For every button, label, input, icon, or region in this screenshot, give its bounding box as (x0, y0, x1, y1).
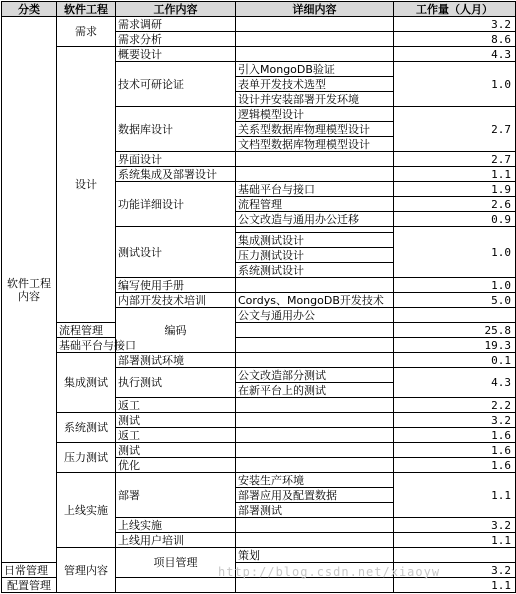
detail-cell (236, 398, 394, 413)
effort-cell: 2.6 (394, 197, 516, 212)
detail-cell (236, 413, 394, 428)
effort-cell: 2.7 (394, 107, 516, 152)
detail-cell (236, 458, 394, 473)
effort-cell: 1.1 (394, 167, 516, 182)
detail-cell (394, 548, 516, 563)
work-item-cell: 基础平台与接口 (57, 338, 116, 353)
detail-cell: 在新平台上的测试 (236, 383, 394, 398)
effort-cell: 5.0 (394, 293, 516, 308)
detail-cell: 文档型数据库物理模型设计 (236, 137, 394, 152)
detail-cell: 部署测试 (236, 503, 394, 518)
table-row (2, 353, 516, 368)
work-item-cell: 需求分析 (116, 32, 236, 47)
effort-cell: 2.2 (394, 398, 516, 413)
effort-cell: 1.9 (394, 182, 516, 197)
detail-cell: 引入MongoDB验证 (236, 62, 394, 77)
table-row (2, 413, 516, 428)
work-item-cell: 部署 (116, 473, 236, 518)
table-row (2, 473, 516, 488)
work-item-cell: 需求调研 (116, 17, 236, 32)
effort-cell: 0.1 (394, 353, 516, 368)
effort-cell: 3.2 (394, 413, 516, 428)
work-item-cell: 上线用户培训 (116, 533, 236, 548)
detail-cell (236, 323, 394, 338)
work-item-cell: 策划 (236, 548, 394, 563)
effort-cell: 1.0 (394, 278, 516, 293)
effort-cell: 1.6 (394, 443, 516, 458)
category-cell: 管理内容 (57, 548, 116, 593)
detail-cell: 公文改造与通用办公迁移 (236, 212, 394, 227)
phase-cell: 需求 (57, 17, 116, 47)
work-item-cell: 数据库设计 (116, 107, 236, 152)
watermark: http://blog.csdn.net/xiaoyw (218, 565, 441, 579)
effort-cell: 1.0 (394, 62, 516, 107)
work-item-cell: 内部开发技术培训 (116, 293, 236, 308)
phase-cell: 配置管理 (2, 578, 57, 593)
detail-cell: 公文改造部分测试 (236, 368, 394, 383)
work-item-cell: 功能详细设计 (116, 182, 236, 227)
effort-cell: 4.3 (394, 368, 516, 398)
detail-cell: 基础平台与接口 (236, 182, 394, 197)
header-category: 分类 (2, 2, 57, 17)
header-work-item: 工作内容 (116, 2, 236, 17)
detail-cell (236, 443, 394, 458)
effort-cell: 1.0 (394, 227, 516, 278)
effort-cell: 1.6 (394, 458, 516, 473)
work-item-cell: 返工 (116, 398, 236, 413)
work-item-cell: 流程管理 (57, 323, 116, 338)
detail-cell (236, 563, 394, 578)
effort-cell: 4.3 (394, 47, 516, 62)
table-row (2, 443, 516, 458)
header-row (2, 2, 516, 17)
work-item-cell: 技术可研论证 (116, 62, 236, 107)
work-item-cell: 优化 (116, 458, 236, 473)
work-item-cell: 界面设计 (116, 152, 236, 167)
table-row (2, 548, 516, 563)
detail-cell: 集成测试设计 (236, 233, 394, 248)
header-effort: 工作量（人月） (394, 2, 516, 17)
detail-cell (236, 47, 394, 62)
effort-cell: 8.6 (394, 32, 516, 47)
detail-cell: 部署应用及配置数据 (236, 488, 394, 503)
work-item-cell: 测试 (116, 413, 236, 428)
effort-cell: 3.2 (394, 17, 516, 32)
work-item-cell: 编写使用手册 (116, 278, 236, 293)
detail-cell: 关系型数据库物理模型设计 (236, 122, 394, 137)
effort-cell: 3.2 (394, 563, 516, 578)
phase-cell: 集成测试 (57, 353, 116, 413)
effort-cell: 1.1 (394, 473, 516, 518)
work-item-cell: 上线实施 (116, 518, 236, 533)
effort-cell: 1.6 (394, 428, 516, 443)
phase-cell: 项目管理 (116, 548, 236, 578)
detail-cell: Cordys、MongoDB开发技术 (236, 293, 394, 308)
workload-table (1, 1, 516, 593)
work-item-cell: 系统集成及部署设计 (116, 167, 236, 182)
detail-cell (236, 338, 394, 353)
work-item-cell: 测试 (116, 443, 236, 458)
effort-cell: 19.3 (394, 338, 516, 353)
effort-cell: 25.8 (394, 323, 516, 338)
detail-cell (236, 518, 394, 533)
detail-cell (236, 32, 394, 47)
table-row (2, 338, 516, 353)
detail-cell: 逻辑模型设计 (236, 107, 394, 122)
detail-cell (394, 308, 516, 323)
phase-cell: 设计 (57, 47, 116, 323)
work-item-cell: 日常管理 (2, 563, 57, 578)
table-row (2, 47, 516, 62)
phase-cell: 编码 (116, 308, 236, 353)
work-item-cell: 执行测试 (116, 368, 236, 398)
work-item-cell: 返工 (116, 428, 236, 443)
work-item-cell: 公文与通用办公 (236, 308, 394, 323)
effort-cell: 3.2 (394, 518, 516, 533)
work-item-cell: 测试设计 (116, 227, 236, 278)
detail-cell (236, 578, 394, 593)
phase-cell: 压力测试 (57, 443, 116, 473)
detail-cell (236, 353, 394, 368)
effort-cell: 0.9 (394, 212, 516, 227)
detail-cell: 安装生产环境 (236, 473, 394, 488)
detail-cell: 表单开发技术选型 (236, 77, 394, 92)
table-row (2, 323, 516, 338)
detail-cell (236, 428, 394, 443)
effort-cell: 2.7 (394, 152, 516, 167)
work-item-cell (116, 578, 236, 593)
detail-cell: 设计并安装部署开发环境 (236, 92, 394, 107)
detail-cell (236, 167, 394, 182)
category-cell: 软件工程内容 (2, 17, 57, 563)
detail-cell (236, 152, 394, 167)
effort-cell: 1.1 (394, 533, 516, 548)
work-item-cell: 概要设计 (116, 47, 236, 62)
phase-cell: 上线实施 (57, 473, 116, 548)
detail-cell (236, 533, 394, 548)
detail-cell: 压力测试设计 (236, 248, 394, 263)
phase-cell: 系统测试 (57, 413, 116, 443)
detail-cell (236, 278, 394, 293)
table-row (2, 17, 516, 32)
detail-cell: 流程管理 (236, 197, 394, 212)
work-item-cell: 部署测试环境 (116, 353, 236, 368)
header-phase: 软件工程 (57, 2, 116, 17)
header-detail: 详细内容 (236, 2, 394, 17)
effort-cell: 1.1 (394, 578, 516, 593)
detail-cell (236, 17, 394, 32)
detail-cell: 系统测试设计 (236, 263, 394, 278)
